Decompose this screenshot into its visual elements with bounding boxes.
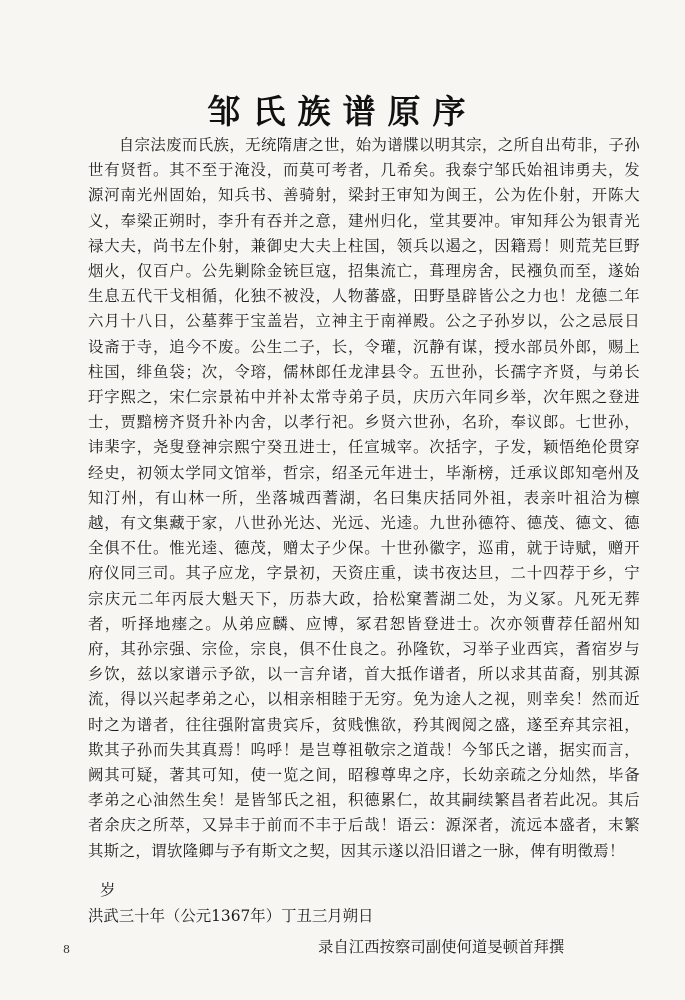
signature-date: 洪武三十年（公元1367年）丁丑三月朔日	[88, 907, 374, 925]
page-number: 8	[63, 943, 70, 956]
document-title: 邹氏族谱原序	[207, 92, 478, 131]
preface-body	[88, 133, 640, 864]
signature-year: 岁	[100, 881, 116, 899]
preface-paragraph: 自宗法废而氏族，无统隋唐之世，始为谱牒以明其宗，之所自出苟非，子孙世有贤哲。其不至于淹没，而莫可考者，几希矣。我泰宁邹氏始祖讳勇夫，发源河南光州固始，知兵书、善骑射，梁封王审知为闽王，公为佐仆射，开陈大义，奉梁正朔时，李升有吞并之意，建州归化，堂其要冲。审知拜公为银青光禄大夫，尚书左仆射，兼御史大夫上柱国，领兵以遏之，因籍焉！则荒芜巨野烟火，仅百户。公先剿除金铳巨寇，招集流亡，葺理房舍，民襁负而至，遂始生息五代干戈相循，化独不被没，人物蕃盛，田野垦辟皆公之力也！龙德二年六月十八日，公墓葬于宝盖岩，立神主于南禅殿。公之子孙岁以，公之忌辰日设斋于寺，追今不废。公生二子，长，令瓘，沉静有谋，授水部员外郎，赐上柱国，绯鱼袋；次，令瑢，儒林郎任龙津县令。五世孙，长孺字齐贤，与弟长玗字熙之，宋仁宗景祐中并补太常寺弟子员，庆历六年同乡举，次年熙之登进士，贾黯榜齐贤升补内舍，以孝行祀。乡贤六世孙，名玠，奉议郎。七世孙，讳棐字，尧叟登神宗熙宁癸丑进士，任宣城宰。次括字，子发，颖悟绝伦贯穿经史，初领太学同文馆举，哲宗，绍圣元年进士，毕渐榜，迁承议郎知亳州及知汀州，有山林一所，坐落城西蓍湖，名曰集庆括同外祖，表亲叶祖洽为檩越，有文集藏于家，八世孙光达、光远、光逵。九世孙德符、德茂、德文、德全俱不仕。惟光逵、德茂，赠太子少保。十世孙徽字，巡甫，就于诗赋，赠开府仪同三司。其子应龙，字景初，天资庄重，读书夜达旦，二十四荐于乡，宁宗庆元二年丙辰大魁天下，历恭大政，拾松窠蓍湖二处，为义冢。凡死无葬者，听择地瘗之。从弟应麟、应博，冢君恕皆登进士。次亦领曹荐任韶州知府，其孙宗强、宗俭，宗良，俱不仕良之。孙隆钦，习举子业西宾，耆宿岁与乡饮，兹以家谱示予欲，以一言弁诸，首大抵作谱者，所以求其苗裔，别其源流，得以兴起孝弟之心，以相亲相睦于无穷。免为途人之视，则幸矣！然而近时之为谱者，往往强附富贵宾斥，贫贱憔欲，矜其阀阅之盛，遂至弃其宗祖，欺其子孙而失其真焉！呜呼！是岂尊祖敬宗之道哉！今邹氏之谱，据实而言，阙其可疑，著其可知，使一览之间，昭穆尊卑之序，长幼亲疏之分灿然，毕备孝弟之心油然生矣！是皆邹氏之祖，积德累仁，故其嗣续繁昌者若此况。其后者余庆之所萃，又异丰于前而不丰于后哉！语云：源深者，流远本盛者，末繁其斯之，谓欤隆卿与予有斯文之契，因其示遂以沿旧谱之一脉，俾有明徵焉！	[88, 136, 640, 860]
signature-source: 录自江西按察司副使何道旻顿首拜撰	[318, 938, 565, 956]
